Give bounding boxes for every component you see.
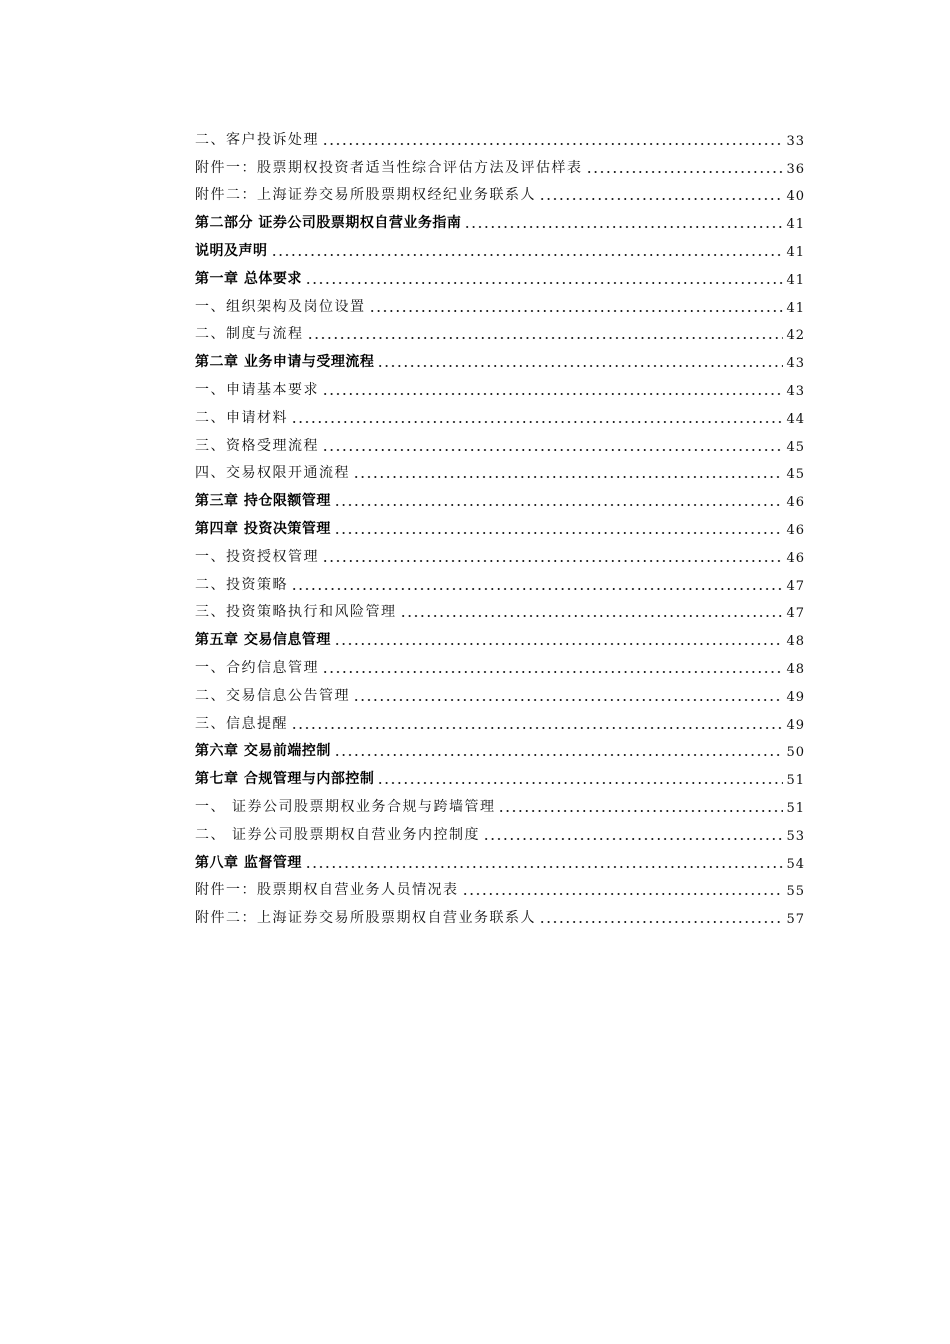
toc-dot-leader [322,670,783,674]
toc-entry-title: 第五章 交易信息管理 [195,632,331,649]
toc-entry-page-number: 41 [786,217,805,233]
toc-entry[interactable] [195,708,805,736]
toc-dot-leader [539,197,783,201]
toc-dot-leader [307,336,784,340]
toc-heading-entry[interactable] [195,207,805,235]
toc-entry[interactable] [195,541,805,569]
toc-entry-page-number: 47 [786,578,805,594]
toc-entry-title: 一、 证券公司股票期权业务合规与跨墙管理 [195,798,496,815]
toc-entry-page-number: 53 [786,828,805,844]
toc-dot-leader [400,614,784,618]
toc-entry[interactable] [195,819,805,847]
toc-entry-title: 第六章 交易前端控制 [195,743,331,760]
toc-entry-title: 四、交易权限开通流程 [195,465,350,482]
toc-heading-entry[interactable] [195,263,805,291]
toc-entry-page-number: 49 [786,689,805,705]
toc-heading-entry[interactable] [195,235,805,263]
toc-dot-leader [353,475,783,479]
toc-entry-page-number: 50 [786,745,805,761]
toc-entry[interactable] [195,402,805,430]
toc-entry[interactable] [195,569,805,597]
toc-entry-page-number: 51 [786,800,805,816]
toc-entry-page-number: 43 [786,383,805,399]
toc-entry-title: 说明及声明 [195,242,268,259]
toc-entry[interactable] [195,430,805,458]
toc-entry-page-number: 48 [786,634,805,650]
toc-heading-entry[interactable] [195,513,805,541]
toc-entry-page-number: 46 [786,495,805,511]
toc-dot-leader [291,587,783,591]
toc-entry-page-number: 36 [786,161,805,177]
toc-entry[interactable] [195,597,805,625]
toc-heading-entry[interactable] [195,485,805,513]
toc-dot-leader [305,865,784,869]
toc-dot-leader [291,726,783,730]
toc-dot-leader [322,142,783,146]
toc-dot-leader [353,698,783,702]
toc-entry-title: 一、合约信息管理 [195,659,319,676]
toc-entry[interactable] [195,458,805,486]
toc-entry-title: 二、客户投诉处理 [195,131,319,148]
toc-entry[interactable] [195,902,805,930]
toc-entry-page-number: 33 [786,133,805,149]
toc-entry-page-number: 43 [786,356,805,372]
toc-entry-title: 三、信息提醒 [195,715,288,732]
toc-entry-title: 第一章 总体要求 [195,270,302,287]
toc-dot-leader [377,364,783,368]
toc-dot-leader [334,503,784,507]
toc-entry-title: 第八章 监督管理 [195,854,302,871]
toc-entry-page-number: 49 [786,717,805,733]
toc-entry[interactable] [195,875,805,903]
toc-dot-leader [483,837,784,841]
toc-entry-title: 三、投资策略执行和风险管理 [195,604,397,621]
toc-entry-page-number: 41 [786,244,805,260]
toc-entry[interactable] [195,180,805,208]
toc-entry[interactable] [195,374,805,402]
toc-entry-title: 二、投资策略 [195,576,288,593]
toc-heading-entry[interactable] [195,847,805,875]
toc-dot-leader [464,225,783,229]
toc-heading-entry[interactable] [195,624,805,652]
toc-entry[interactable] [195,124,805,152]
toc-entry-page-number: 45 [786,467,805,483]
toc-heading-entry[interactable] [195,763,805,791]
toc-entry-title: 附件一：股票期权自营业务人员情况表 [195,882,459,899]
toc-entry[interactable] [195,319,805,347]
toc-entry-title: 第四章 投资决策管理 [195,520,331,537]
toc-dot-leader [334,642,784,646]
toc-entry-page-number: 57 [786,912,805,928]
toc-entry-page-number: 41 [786,272,805,288]
toc-entry-title: 三、资格受理流程 [195,437,319,454]
toc-entry-page-number: 40 [786,189,805,205]
toc-entry-page-number: 48 [786,661,805,677]
toc-entry-page-number: 55 [786,884,805,900]
toc-entry-title: 二、制度与流程 [195,326,304,343]
toc-entry-title: 附件一：股票期权投资者适当性综合评估方法及评估样表 [195,159,583,176]
toc-entry[interactable] [195,680,805,708]
toc-entry-title: 一、组织架构及岗位设置 [195,298,366,315]
toc-dot-leader [498,809,783,813]
toc-dot-leader [271,253,784,257]
toc-entry-page-number: 42 [786,328,805,344]
toc-entry-page-number: 41 [786,300,805,316]
toc-dot-leader [377,781,783,785]
toc-entry-title: 第七章 合规管理与内部控制 [195,771,375,788]
toc-entry-title: 二、申请材料 [195,409,288,426]
toc-entry-page-number: 44 [786,411,805,427]
toc-entry-page-number: 47 [786,606,805,622]
toc-entry[interactable] [195,652,805,680]
toc-entry-title: 附件二：上海证券交易所股票期权自营业务联系人 [195,910,536,927]
toc-entry-page-number: 45 [786,439,805,455]
toc-entry[interactable] [195,791,805,819]
toc-dot-leader [462,892,784,896]
toc-entry-title: 一、申请基本要求 [195,381,319,398]
toc-entry-title: 第二部分 证券公司股票期权自营业务指南 [195,215,462,232]
toc-heading-entry[interactable] [195,736,805,764]
toc-dot-leader [539,920,783,924]
toc-entry-title: 第三章 持仓限额管理 [195,493,331,510]
toc-entry-title: 二、交易信息公告管理 [195,687,350,704]
toc-dot-leader [334,531,784,535]
toc-entry-page-number: 54 [786,856,805,872]
toc-heading-entry[interactable] [195,346,805,374]
toc-entry-title: 二、 证券公司股票期权自营业务内控制度 [195,826,480,843]
toc-entry-title: 第二章 业务申请与受理流程 [195,354,375,371]
toc-dot-leader [369,309,784,313]
toc-dot-leader [322,559,783,563]
toc-dot-leader [322,392,783,396]
toc-entry[interactable] [195,152,805,180]
toc-dot-leader [334,753,784,757]
toc-dot-leader [322,448,783,452]
toc-entry-page-number: 46 [786,550,805,566]
table-of-contents [195,124,805,930]
toc-entry-page-number: 46 [786,522,805,538]
toc-entry-title: 附件二：上海证券交易所股票期权经纪业务联系人 [195,187,536,204]
toc-entry-title: 一、投资授权管理 [195,548,319,565]
toc-dot-leader [305,281,784,285]
toc-entry-page-number: 51 [786,773,805,789]
toc-dot-leader [291,420,783,424]
toc-dot-leader [586,170,784,174]
toc-entry[interactable] [195,291,805,319]
